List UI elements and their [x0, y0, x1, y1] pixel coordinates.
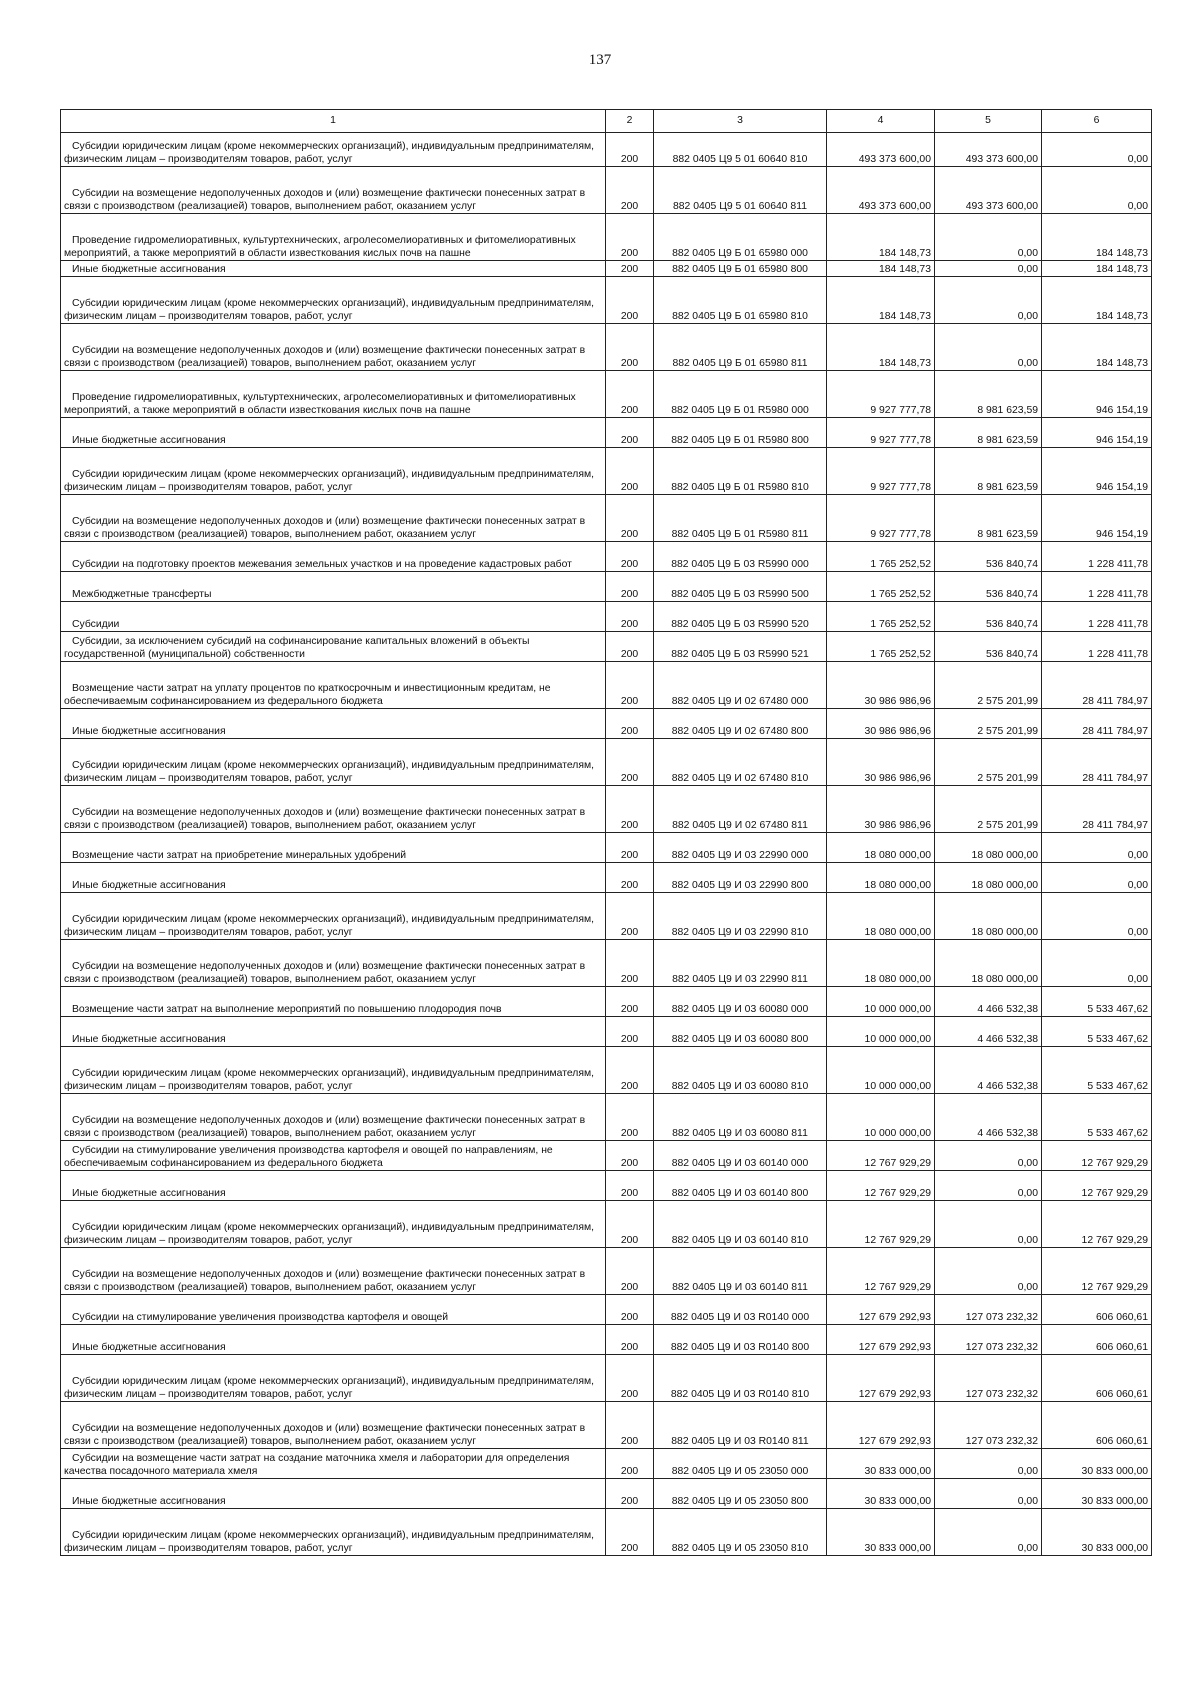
row-amount-plan: 9 927 777,78: [827, 448, 935, 495]
row-name: Субсидии юридическим лицам (кроме некоммерческих организаций), индивидуальным предпринимателям, физическим лицам – производителям товаров, работ, услуг: [61, 1047, 606, 1094]
row-grbs: 200: [606, 133, 654, 167]
row-name: Субсидии на стимулирование увеличения производства картофеля и овощей по направлениям, не обеспечиваемым софинансированием из федерального бюджета: [61, 1141, 606, 1171]
row-amount-remaining: 1 228 411,78: [1042, 602, 1152, 632]
row-amount-plan: 184 148,73: [827, 214, 935, 261]
row-amount-plan: 127 679 292,93: [827, 1402, 935, 1449]
row-amount-remaining: 0,00: [1042, 940, 1152, 987]
row-amount-remaining: 0,00: [1042, 133, 1152, 167]
col-header-6: 6: [1042, 110, 1152, 133]
row-code: 882 0405 Ц9 И 05 23050 800: [654, 1479, 827, 1509]
row-amount-remaining: 1 228 411,78: [1042, 572, 1152, 602]
row-amount-plan: 18 080 000,00: [827, 893, 935, 940]
row-grbs: 200: [606, 1449, 654, 1479]
row-name: Субсидии на возмещение недополученных доходов и (или) возмещение фактически понесенных затрат в связи с производством (реализацией) товаров, выполнением работ, оказанием услуг: [61, 1094, 606, 1141]
row-amount-remaining: 30 833 000,00: [1042, 1479, 1152, 1509]
table-row: [61, 987, 1152, 1017]
row-grbs: 200: [606, 1402, 654, 1449]
table-row: [61, 1402, 1152, 1449]
table-row: [61, 1295, 1152, 1325]
row-grbs: 200: [606, 542, 654, 572]
row-amount-executed: 0,00: [935, 1171, 1042, 1201]
row-amount-executed: 4 466 532,38: [935, 1017, 1042, 1047]
row-amount-executed: 0,00: [935, 277, 1042, 324]
row-grbs: 200: [606, 739, 654, 786]
row-code: 882 0405 Ц9 Б 03 R5990 521: [654, 632, 827, 662]
row-code: 882 0405 Ц9 Б 01 65980 810: [654, 277, 827, 324]
table-row: [61, 602, 1152, 632]
row-amount-remaining: 606 060,61: [1042, 1325, 1152, 1355]
row-amount-executed: 127 073 232,32: [935, 1295, 1042, 1325]
row-name: Субсидии: [61, 602, 606, 632]
table-row: [61, 662, 1152, 709]
row-amount-executed: 0,00: [935, 214, 1042, 261]
row-grbs: 200: [606, 324, 654, 371]
table-row: [61, 572, 1152, 602]
row-code: 882 0405 Ц9 И 03 60080 000: [654, 987, 827, 1017]
table-row: [61, 833, 1152, 863]
table-row: [61, 418, 1152, 448]
row-code: 882 0405 Ц9 И 03 60080 811: [654, 1094, 827, 1141]
table-row: [61, 709, 1152, 739]
row-grbs: 200: [606, 1017, 654, 1047]
row-amount-plan: 18 080 000,00: [827, 863, 935, 893]
row-amount-plan: 10 000 000,00: [827, 1017, 935, 1047]
row-amount-plan: 493 373 600,00: [827, 133, 935, 167]
row-name: Субсидии на возмещение недополученных доходов и (или) возмещение фактически понесенных затрат в связи с производством (реализацией) товаров, выполнением работ, оказанием услуг: [61, 1248, 606, 1295]
table-row: [61, 495, 1152, 542]
row-amount-plan: 493 373 600,00: [827, 167, 935, 214]
row-amount-remaining: 946 154,19: [1042, 371, 1152, 418]
row-amount-executed: 2 575 201,99: [935, 709, 1042, 739]
row-amount-plan: 10 000 000,00: [827, 1094, 935, 1141]
row-amount-remaining: 12 767 929,29: [1042, 1171, 1152, 1201]
row-amount-executed: 8 981 623,59: [935, 495, 1042, 542]
row-name: Проведение гидромелиоративных, культуртехнических, агролесомелиоративных и фитомелиоративных мероприятий, а также мероприятий в области известкования кислых почв на пашне: [61, 214, 606, 261]
row-code: 882 0405 Ц9 Б 03 R5990 520: [654, 602, 827, 632]
row-amount-remaining: 5 533 467,62: [1042, 1094, 1152, 1141]
row-code: 882 0405 Ц9 И 02 67480 810: [654, 739, 827, 786]
row-amount-plan: 9 927 777,78: [827, 495, 935, 542]
row-amount-executed: 4 466 532,38: [935, 1047, 1042, 1094]
row-amount-executed: 8 981 623,59: [935, 448, 1042, 495]
row-amount-plan: 30 986 986,96: [827, 662, 935, 709]
row-amount-remaining: 28 411 784,97: [1042, 739, 1152, 786]
row-amount-executed: 8 981 623,59: [935, 418, 1042, 448]
row-amount-plan: 1 765 252,52: [827, 602, 935, 632]
table-row: [61, 1201, 1152, 1248]
row-amount-plan: 184 148,73: [827, 324, 935, 371]
row-amount-remaining: 12 767 929,29: [1042, 1201, 1152, 1248]
table-row: [61, 863, 1152, 893]
row-name: Иные бюджетные ассигнования: [61, 1171, 606, 1201]
row-name: Субсидии на возмещение недополученных доходов и (или) возмещение фактически понесенных затрат в связи с производством (реализацией) товаров, выполнением работ, оказанием услуг: [61, 495, 606, 542]
row-amount-remaining: 184 148,73: [1042, 324, 1152, 371]
row-amount-plan: 127 679 292,93: [827, 1325, 935, 1355]
row-amount-executed: 0,00: [935, 261, 1042, 277]
row-grbs: 200: [606, 987, 654, 1017]
row-grbs: 200: [606, 167, 654, 214]
row-amount-remaining: 30 833 000,00: [1042, 1509, 1152, 1556]
row-grbs: 200: [606, 1355, 654, 1402]
row-amount-executed: 127 073 232,32: [935, 1355, 1042, 1402]
row-amount-remaining: 184 148,73: [1042, 214, 1152, 261]
row-amount-executed: 0,00: [935, 1248, 1042, 1295]
col-header-1: 1: [61, 110, 606, 133]
row-name: Межбюджетные трансферты: [61, 572, 606, 602]
row-amount-remaining: 5 533 467,62: [1042, 1017, 1152, 1047]
row-name: Субсидии на возмещение недополученных доходов и (или) возмещение фактически понесенных затрат в связи с производством (реализацией) товаров, выполнением работ, оказанием услуг: [61, 786, 606, 833]
row-amount-plan: 127 679 292,93: [827, 1295, 935, 1325]
row-grbs: 200: [606, 709, 654, 739]
row-code: 882 0405 Ц9 И 03 60080 810: [654, 1047, 827, 1094]
row-code: 882 0405 Ц9 5 01 60640 810: [654, 133, 827, 167]
row-amount-remaining: 0,00: [1042, 833, 1152, 863]
row-grbs: 200: [606, 214, 654, 261]
row-name: Субсидии юридическим лицам (кроме некоммерческих организаций), индивидуальным предпринимателям, физическим лицам – производителям товаров, работ, услуг: [61, 893, 606, 940]
row-grbs: 200: [606, 1171, 654, 1201]
row-name: Субсидии на возмещение недополученных доходов и (или) возмещение фактически понесенных затрат в связи с производством (реализацией) товаров, выполнением работ, оказанием услуг: [61, 324, 606, 371]
row-amount-executed: 536 840,74: [935, 602, 1042, 632]
row-code: 882 0405 Ц9 Б 01 65980 800: [654, 261, 827, 277]
table-row: [61, 1325, 1152, 1355]
row-grbs: 200: [606, 632, 654, 662]
row-name: Возмещение части затрат на выполнение мероприятий по повышению плодородия почв: [61, 987, 606, 1017]
row-name: Субсидии юридическим лицам (кроме некоммерческих организаций), индивидуальным предпринимателям, физическим лицам – производителям товаров, работ, услуг: [61, 133, 606, 167]
row-amount-plan: 30 986 986,96: [827, 739, 935, 786]
table-body: [61, 133, 1152, 1556]
table-row: [61, 786, 1152, 833]
row-grbs: 200: [606, 863, 654, 893]
col-header-5: 5: [935, 110, 1042, 133]
table-row: [61, 1171, 1152, 1201]
row-code: 882 0405 Ц9 И 02 67480 811: [654, 786, 827, 833]
row-amount-plan: 30 833 000,00: [827, 1509, 935, 1556]
table-row: [61, 1449, 1152, 1479]
row-code: 882 0405 Ц9 Б 03 R5990 000: [654, 542, 827, 572]
row-amount-executed: 4 466 532,38: [935, 1094, 1042, 1141]
row-amount-executed: 536 840,74: [935, 572, 1042, 602]
row-grbs: 200: [606, 572, 654, 602]
row-amount-plan: 12 767 929,29: [827, 1248, 935, 1295]
row-grbs: 200: [606, 1509, 654, 1556]
row-name: Иные бюджетные ассигнования: [61, 863, 606, 893]
row-grbs: 200: [606, 261, 654, 277]
row-grbs: 200: [606, 1201, 654, 1248]
table-row: [61, 324, 1152, 371]
row-name: Возмещение части затрат на приобретение минеральных удобрений: [61, 833, 606, 863]
page-number: 137: [588, 52, 612, 68]
row-name: Проведение гидромелиоративных, культуртехнических, агролесомелиоративных и фитомелиоративных мероприятий, а также мероприятий в области известкования кислых почв на пашне: [61, 371, 606, 418]
row-code: 882 0405 Ц9 И 03 60140 811: [654, 1248, 827, 1295]
row-name: Иные бюджетные ассигнования: [61, 1017, 606, 1047]
row-amount-executed: 18 080 000,00: [935, 833, 1042, 863]
row-code: 882 0405 Ц9 И 03 22990 800: [654, 863, 827, 893]
row-amount-executed: 8 981 623,59: [935, 371, 1042, 418]
row-name: Субсидии юридическим лицам (кроме некоммерческих организаций), индивидуальным предпринимателям, физическим лицам – производителям товаров, работ, услуг: [61, 1201, 606, 1248]
table-row: [61, 371, 1152, 418]
row-grbs: 200: [606, 371, 654, 418]
row-amount-executed: 2 575 201,99: [935, 786, 1042, 833]
row-amount-remaining: 28 411 784,97: [1042, 662, 1152, 709]
row-name: Субсидии юридическим лицам (кроме некоммерческих организаций), индивидуальным предпринимателям, физическим лицам – производителям товаров, работ, услуг: [61, 448, 606, 495]
table-row: [61, 739, 1152, 786]
row-code: 882 0405 Ц9 И 02 67480 800: [654, 709, 827, 739]
row-amount-executed: 18 080 000,00: [935, 893, 1042, 940]
row-grbs: 200: [606, 662, 654, 709]
row-amount-remaining: 0,00: [1042, 893, 1152, 940]
row-amount-remaining: 5 533 467,62: [1042, 987, 1152, 1017]
table-row: [61, 277, 1152, 324]
row-amount-plan: 30 986 986,96: [827, 786, 935, 833]
row-amount-remaining: 606 060,61: [1042, 1402, 1152, 1449]
row-amount-executed: 18 080 000,00: [935, 940, 1042, 987]
row-code: 882 0405 Ц9 И 05 23050 000: [654, 1449, 827, 1479]
table-row: [61, 214, 1152, 261]
row-code: 882 0405 Ц9 И 03 60080 800: [654, 1017, 827, 1047]
row-amount-executed: 0,00: [935, 1201, 1042, 1248]
row-amount-executed: 127 073 232,32: [935, 1402, 1042, 1449]
row-amount-remaining: 946 154,19: [1042, 448, 1152, 495]
row-grbs: 200: [606, 1248, 654, 1295]
row-amount-executed: 493 373 600,00: [935, 167, 1042, 214]
header-row: [61, 110, 1152, 133]
row-grbs: 200: [606, 1047, 654, 1094]
row-name: Иные бюджетные ассигнования: [61, 261, 606, 277]
row-amount-remaining: 28 411 784,97: [1042, 786, 1152, 833]
row-code: 882 0405 Ц9 И 03 60140 000: [654, 1141, 827, 1171]
row-amount-plan: 10 000 000,00: [827, 987, 935, 1017]
row-amount-executed: 0,00: [935, 1449, 1042, 1479]
row-code: 882 0405 Ц9 И 03 22990 000: [654, 833, 827, 863]
row-amount-executed: 18 080 000,00: [935, 863, 1042, 893]
row-amount-plan: 12 767 929,29: [827, 1171, 935, 1201]
row-amount-executed: 0,00: [935, 324, 1042, 371]
table-row: [61, 1479, 1152, 1509]
row-amount-plan: 1 765 252,52: [827, 572, 935, 602]
row-code: 882 0405 Ц9 Б 01 65980 811: [654, 324, 827, 371]
row-amount-executed: 536 840,74: [935, 632, 1042, 662]
row-name: Субсидии на возмещение недополученных доходов и (или) возмещение фактически понесенных затрат в связи с производством (реализацией) товаров, выполнением работ, оказанием услуг: [61, 940, 606, 987]
row-amount-executed: 2 575 201,99: [935, 662, 1042, 709]
row-name: Возмещение части затрат на уплату процентов по краткосрочным и инвестиционным кредитам, не обеспечиваемым софинансированием из федерального бюджета: [61, 662, 606, 709]
row-amount-executed: 0,00: [935, 1479, 1042, 1509]
table-row: [61, 542, 1152, 572]
row-amount-executed: 2 575 201,99: [935, 739, 1042, 786]
table-row: [61, 1141, 1152, 1171]
row-amount-remaining: 1 228 411,78: [1042, 542, 1152, 572]
row-grbs: 200: [606, 277, 654, 324]
table-row: [61, 1509, 1152, 1556]
row-code: 882 0405 Ц9 И 03 22990 811: [654, 940, 827, 987]
table-row: [61, 1355, 1152, 1402]
row-amount-executed: 4 466 532,38: [935, 987, 1042, 1017]
row-amount-plan: 18 080 000,00: [827, 940, 935, 987]
row-amount-plan: 30 986 986,96: [827, 709, 935, 739]
row-grbs: 200: [606, 418, 654, 448]
row-amount-remaining: 184 148,73: [1042, 261, 1152, 277]
table-row: [61, 940, 1152, 987]
table-row: [61, 167, 1152, 214]
table-row: [61, 1094, 1152, 1141]
row-code: 882 0405 Ц9 Б 01 R5980 000: [654, 371, 827, 418]
row-amount-executed: 0,00: [935, 1141, 1042, 1171]
row-grbs: 200: [606, 495, 654, 542]
table-row: [61, 448, 1152, 495]
row-amount-remaining: 28 411 784,97: [1042, 709, 1152, 739]
row-grbs: 200: [606, 1325, 654, 1355]
row-grbs: 200: [606, 1295, 654, 1325]
row-grbs: 200: [606, 786, 654, 833]
row-name: Субсидии юридическим лицам (кроме некоммерческих организаций), индивидуальным предпринимателям, физическим лицам – производителям товаров, работ, услуг: [61, 1509, 606, 1556]
table-row: [61, 632, 1152, 662]
row-amount-plan: 127 679 292,93: [827, 1355, 935, 1402]
row-amount-remaining: 606 060,61: [1042, 1295, 1152, 1325]
row-name: Субсидии на возмещение недополученных доходов и (или) возмещение фактически понесенных затрат в связи с производством (реализацией) товаров, выполнением работ, оказанием услуг: [61, 167, 606, 214]
table-row: [61, 1248, 1152, 1295]
row-amount-remaining: 12 767 929,29: [1042, 1141, 1152, 1171]
row-name: Субсидии на стимулирование увеличения производства картофеля и овощей: [61, 1295, 606, 1325]
row-name: Субсидии на подготовку проектов межевания земельных участков и на проведение кадастровых работ: [61, 542, 606, 572]
row-amount-plan: 9 927 777,78: [827, 418, 935, 448]
col-header-3: 3: [654, 110, 827, 133]
row-grbs: 200: [606, 448, 654, 495]
table-row: [61, 893, 1152, 940]
table-row: [61, 1017, 1152, 1047]
row-code: 882 0405 Ц9 Б 01 R5980 800: [654, 418, 827, 448]
table-row: [61, 1047, 1152, 1094]
row-amount-remaining: 946 154,19: [1042, 495, 1152, 542]
row-amount-remaining: 12 767 929,29: [1042, 1248, 1152, 1295]
row-grbs: 200: [606, 833, 654, 863]
row-code: 882 0405 Ц9 Б 01 R5980 811: [654, 495, 827, 542]
row-amount-executed: 127 073 232,32: [935, 1325, 1042, 1355]
row-name: Субсидии, за исключением субсидий на софинансирование капитальных вложений в объекты государственной (муниципальной) собственности: [61, 632, 606, 662]
row-code: 882 0405 Ц9 И 03 R0140 000: [654, 1295, 827, 1325]
row-grbs: 200: [606, 893, 654, 940]
row-amount-remaining: 946 154,19: [1042, 418, 1152, 448]
table-row: [61, 133, 1152, 167]
row-amount-remaining: 0,00: [1042, 167, 1152, 214]
row-amount-remaining: 5 533 467,62: [1042, 1047, 1152, 1094]
row-amount-remaining: 30 833 000,00: [1042, 1449, 1152, 1479]
row-amount-plan: 184 148,73: [827, 261, 935, 277]
row-code: 882 0405 Ц9 И 03 60140 810: [654, 1201, 827, 1248]
row-amount-remaining: 606 060,61: [1042, 1355, 1152, 1402]
row-amount-plan: 9 927 777,78: [827, 371, 935, 418]
row-name: Иные бюджетные ассигнования: [61, 418, 606, 448]
row-name: Субсидии юридическим лицам (кроме некоммерческих организаций), индивидуальным предпринимателям, физическим лицам – производителям товаров, работ, услуг: [61, 277, 606, 324]
row-name: Иные бюджетные ассигнования: [61, 709, 606, 739]
row-code: 882 0405 Ц9 5 01 60640 811: [654, 167, 827, 214]
row-code: 882 0405 Ц9 И 05 23050 810: [654, 1509, 827, 1556]
row-code: 882 0405 Ц9 И 03 R0140 811: [654, 1402, 827, 1449]
row-code: 882 0405 Ц9 И 02 67480 000: [654, 662, 827, 709]
row-amount-remaining: 184 148,73: [1042, 277, 1152, 324]
row-grbs: 200: [606, 940, 654, 987]
row-grbs: 200: [606, 602, 654, 632]
row-amount-plan: 10 000 000,00: [827, 1047, 935, 1094]
row-code: 882 0405 Ц9 И 03 60140 800: [654, 1171, 827, 1201]
row-name: Субсидии юридическим лицам (кроме некоммерческих организаций), индивидуальным предпринимателям, физическим лицам – производителям товаров, работ, услуг: [61, 1355, 606, 1402]
row-code: 882 0405 Ц9 И 03 R0140 810: [654, 1355, 827, 1402]
row-amount-remaining: 1 228 411,78: [1042, 632, 1152, 662]
row-code: 882 0405 Ц9 Б 01 R5980 810: [654, 448, 827, 495]
row-amount-plan: 18 080 000,00: [827, 833, 935, 863]
row-amount-plan: 184 148,73: [827, 277, 935, 324]
row-name: Иные бюджетные ассигнования: [61, 1325, 606, 1355]
row-amount-remaining: 0,00: [1042, 863, 1152, 893]
col-header-4: 4: [827, 110, 935, 133]
row-code: 882 0405 Ц9 И 03 22990 810: [654, 893, 827, 940]
row-amount-plan: 1 765 252,52: [827, 542, 935, 572]
row-grbs: 200: [606, 1479, 654, 1509]
row-amount-plan: 30 833 000,00: [827, 1449, 935, 1479]
row-amount-executed: 0,00: [935, 1509, 1042, 1556]
row-amount-executed: 536 840,74: [935, 542, 1042, 572]
row-name: Субсидии на возмещение недополученных доходов и (или) возмещение фактически понесенных затрат в связи с производством (реализацией) товаров, выполнением работ, оказанием услуг: [61, 1402, 606, 1449]
row-amount-plan: 1 765 252,52: [827, 632, 935, 662]
row-amount-plan: 30 833 000,00: [827, 1479, 935, 1509]
row-grbs: 200: [606, 1141, 654, 1171]
budget-table: [60, 109, 1152, 1556]
col-header-2: 2: [606, 110, 654, 133]
row-code: 882 0405 Ц9 И 03 R0140 800: [654, 1325, 827, 1355]
row-code: 882 0405 Ц9 Б 03 R5990 500: [654, 572, 827, 602]
row-code: 882 0405 Ц9 Б 01 65980 000: [654, 214, 827, 261]
row-name: Иные бюджетные ассигнования: [61, 1479, 606, 1509]
table-row: [61, 261, 1152, 277]
row-amount-executed: 493 373 600,00: [935, 133, 1042, 167]
row-amount-plan: 12 767 929,29: [827, 1141, 935, 1171]
row-grbs: 200: [606, 1094, 654, 1141]
row-amount-plan: 12 767 929,29: [827, 1201, 935, 1248]
row-name: Субсидии юридическим лицам (кроме некоммерческих организаций), индивидуальным предпринимателям, физическим лицам – производителям товаров, работ, услуг: [61, 739, 606, 786]
row-name: Субсидии на возмещение части затрат на создание маточника хмеля и лаборатории для определения качества посадочного материала хмеля: [61, 1449, 606, 1479]
